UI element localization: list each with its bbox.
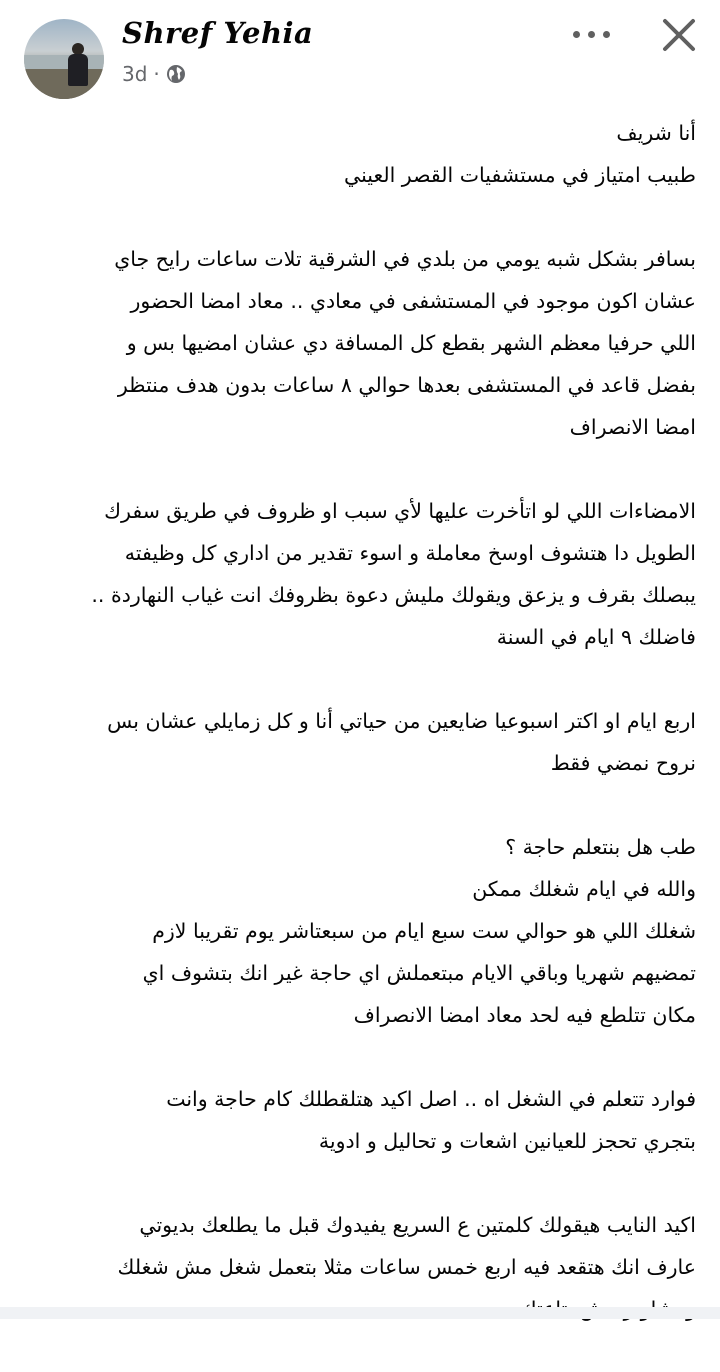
post-text-line: يبصلك بقرف و يزعق ويقولك مليش دعوة بظروفك انت غياب النهاردة .. [91,583,696,607]
post-text-line: طبيب امتياز في مستشفيات القصر العيني [343,163,696,187]
post-time[interactable]: 3d [122,62,148,86]
post-text-line: فوارد تتعلم في الشغل اه .. اصل اكيد هتلقطلك كام حاجة وانت [166,1087,696,1111]
post-text-line: بتجري تحجز للعيانين اشعات و تحاليل و ادوية [318,1129,696,1153]
avatar-sea [24,55,104,69]
post-text-line: فاضلك ٩ ايام في السنة [496,625,696,649]
avatar-person-body [68,54,88,86]
post-paragraph [24,826,696,1036]
post-text-line: عارف انك هتقعد فيه اربع خمس ساعات مثلا بتعمل شغل مش شغلك [117,1255,696,1279]
post-body [24,112,696,1372]
post-paragraph [24,238,696,448]
post-text-line: والله في ايام شغلك ممكن [472,877,696,901]
post-header [0,0,720,110]
more-options-icon[interactable] [570,22,614,46]
bottom-divider [0,1307,720,1319]
post-text-line: بفضل قاعد في المستشفى بعدها حوالي ٨ ساعات بدون هدف منتظر [117,373,696,397]
post-paragraph [24,1078,696,1162]
post-text-line: تمضيهم شهريا وباقي الايام مبتعملش اي حاجة غير انك بتشوف اي [142,961,696,985]
close-icon[interactable] [658,14,700,56]
post-paragraph [24,700,696,784]
meta-separator: · [153,62,160,86]
post-meta [122,62,186,86]
post-paragraph [24,112,696,196]
post-paragraph [24,490,696,658]
post-text-line: الطويل دا هتشوف اوسخ معاملة و اسوء تقدير من اداري كل وظيفته [124,541,696,565]
post-text-line: مكان تتلطع فيه لحد معاد امضا الانصراف [353,1003,696,1027]
post-text-line: أنا شريف [616,121,696,145]
post-text-line: نروح نمضي فقط [550,751,696,775]
avatar-shore [24,69,104,99]
post-text-line: بسافر بشكل شبه يومي من بلدي في الشرقية تلات ساعات رايح جاي [114,247,696,271]
post-text-line: عشان اكون موجود في المستشفى في معادي .. معاد امضا الحضور [130,289,696,313]
post-text-line: اللي حرفيا معظم الشهر بقطع كل المسافة دي عشان امضيها بس و [126,331,696,355]
post-text-line: شغلك اللي هو حوالي ست سبع ايام من سبعتاشر يوم تقريبا لازم [152,919,696,943]
post-text-line: طب هل بنتعلم حاجة ؟ [505,835,696,859]
post-text-line: امضا الانصراف [569,415,696,439]
author-name[interactable]: Shref Yehia [122,16,314,50]
post-text-line: الامضاءات اللي لو اتأخرت عليها لأي سبب او ظروف في طريق سفرك [104,499,696,523]
post-text-line: اربع ايام او اكتر اسبوعيا ضايعين من حياتي أنا و كل زمايلي عشان بس [107,709,696,733]
post-text-line: اكيد النايب هيقولك كلمتين ع السريع يفيدوك قبل ما يطلعك بديوتي [139,1213,696,1237]
avatar[interactable] [24,19,104,99]
globe-icon[interactable] [166,64,186,84]
